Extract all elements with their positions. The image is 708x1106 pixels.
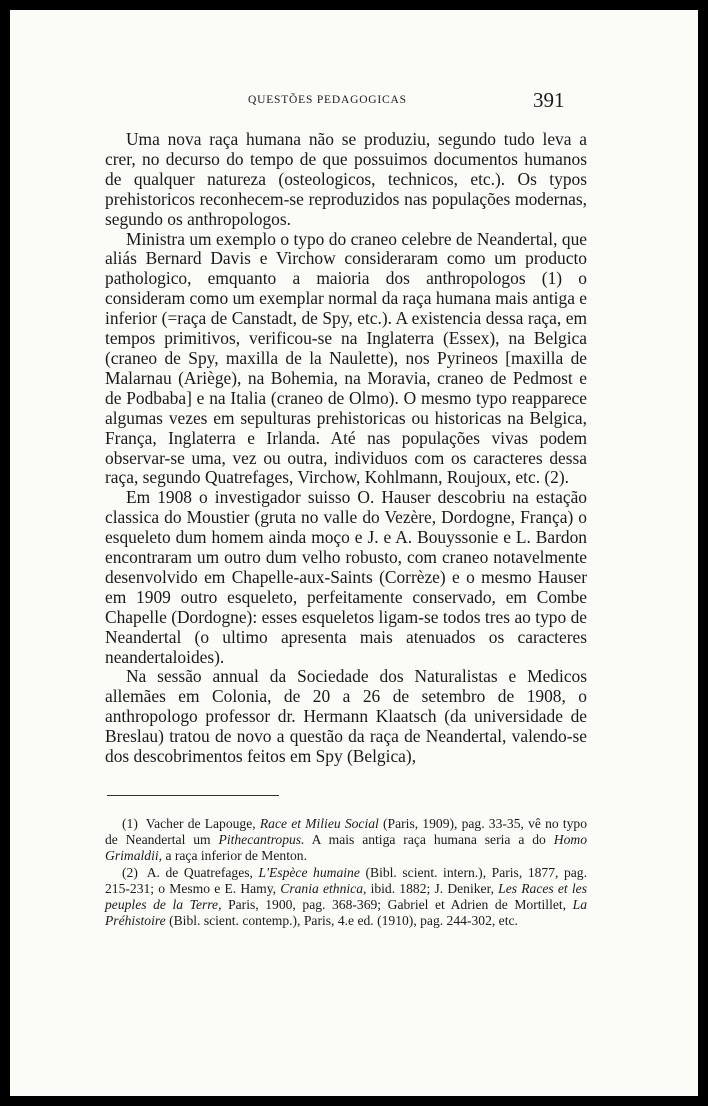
footnote-text: (Paris, 1909), pag. 33-35, vê no typo de Neandertal um <box>105 816 588 848</box>
book-page <box>10 10 698 1096</box>
footnote-text: A. de Quatrefages, <box>146 864 253 880</box>
footnotes <box>105 816 587 929</box>
footnote-text: ibid. 1882; J. Deniker, <box>370 880 494 896</box>
paragraph: Ministra um exemplo o typo do craneo celebre de Neandertal, que aliás Bernard Davis e Virchow consideraram como um producto pathologico, emquanto a maioria dos anthropologos (1) o consideram como um exemplar normal da raça humana mais antiga e inferior (=raça de Canstadt, de Spy, etc.). A existencia dessa raça, em tempos primitivos, verificou-se na Inglaterra (Essex), na Belgica (craneo de Spy, maxilla de la Naulette), nos Pyrineos [maxilla de Malarnau (Ariège), na Bohemia, na Moravia, craneo de Pedmost e de Podbaba] e na Italia (craneo de Olmo). O mesmo typo reapparece algumas vezes em sepulturas prehistoricas ou historicas na Belgica, França, Inglaterra e Irlanda. Até nas populações vivas podem observar-se uma, vez ou outra, individuos com os caracteres dessa raça, segundo Quatrefages, Virchow, Kohlmann, Roujoux, etc. (2). <box>105 228 587 488</box>
footnote-text: Paris, 1900, pag. 368-369; Gabriel et Adrien de Mortillet, <box>228 897 567 913</box>
footnote-separator <box>107 795 279 796</box>
footnote-title: Crania ethnica, <box>280 880 367 896</box>
body-text <box>105 130 587 767</box>
footnote-1 <box>105 816 587 865</box>
footnote-text: (Bibl. scient. contemp.), Paris, 4.e ed. (1910), pag. 244-302, etc. <box>169 913 518 929</box>
page-number: 391 <box>533 88 565 112</box>
footnote-text: a raça inferior de Menton. <box>165 848 307 864</box>
footnote-title: Race et Milieu Social <box>259 816 379 831</box>
footnote-title: Les Races et les peuples de la Terre, <box>105 880 587 913</box>
running-title: QUESTÕES PEDAGOGICAS <box>248 94 407 106</box>
footnote-text: Vacher de Lapouge, <box>145 816 256 831</box>
footnote-title: Homo Grimaldii, <box>105 832 587 864</box>
footnote-number: (1) <box>122 816 138 831</box>
footnote-title: Pithecantropus. <box>218 832 305 848</box>
footnote-2 <box>105 865 587 930</box>
footnote-title: La Préhistoire <box>105 897 587 929</box>
footnote-title: L'Espèce humaine <box>258 864 360 880</box>
paragraph: Em 1908 o investigador suisso O. Hauser descobriu na estação classica do Moustier (gruta no valle do Vezère, Dordogne, França) o esqueleto dum homem ainda moço e J. e A. Bouyssonie e L. Bardon encontraram um outro dum velho robusto, com craneo notavelmente desenvolvido em Chapelle-aux-Saints (Corrèze) e o mesmo Hauser em 1909 outro esqueleto, perfeitamente conservado, em Combe Chapelle (Dordogne): esses esqueletos ligam-se todos tres ao typo de Neandertal (o ultimo apresenta mais atenuados os caracteres neandertaloides). <box>105 487 587 667</box>
footnote-number: (2) <box>122 864 138 880</box>
page-header <box>10 88 698 118</box>
footnote-text: (Bibl. scient. intern.), Paris, 1877, pag. 215-231; o Mesmo e E. Hamy, <box>105 864 587 896</box>
paragraph: Uma nova raça humana não se produziu, segundo tudo leva a crer, no decurso do tempo de que possuimos documentos humanos de qualquer natureza (osteologicos, technicos, etc.). Os typos prehistoricos reconhecem-se reproduzidos nas populações modernas, segundo os anthropologos. <box>105 129 587 229</box>
paragraph: Na sessão annual da Sociedade dos Naturalistas e Medicos allemães em Colonia, de 20 a 26 de setembro de 1908, o anthropologo professor dr. Hermann Klaatsch (da universidade de Breslau) tratou de novo a questão da raça de Neandertal, valendo-se dos descobrimentos feitos em Spy (Belgica), <box>105 666 587 767</box>
footnote-text: A mais antiga raça humana seria a do <box>311 832 546 848</box>
